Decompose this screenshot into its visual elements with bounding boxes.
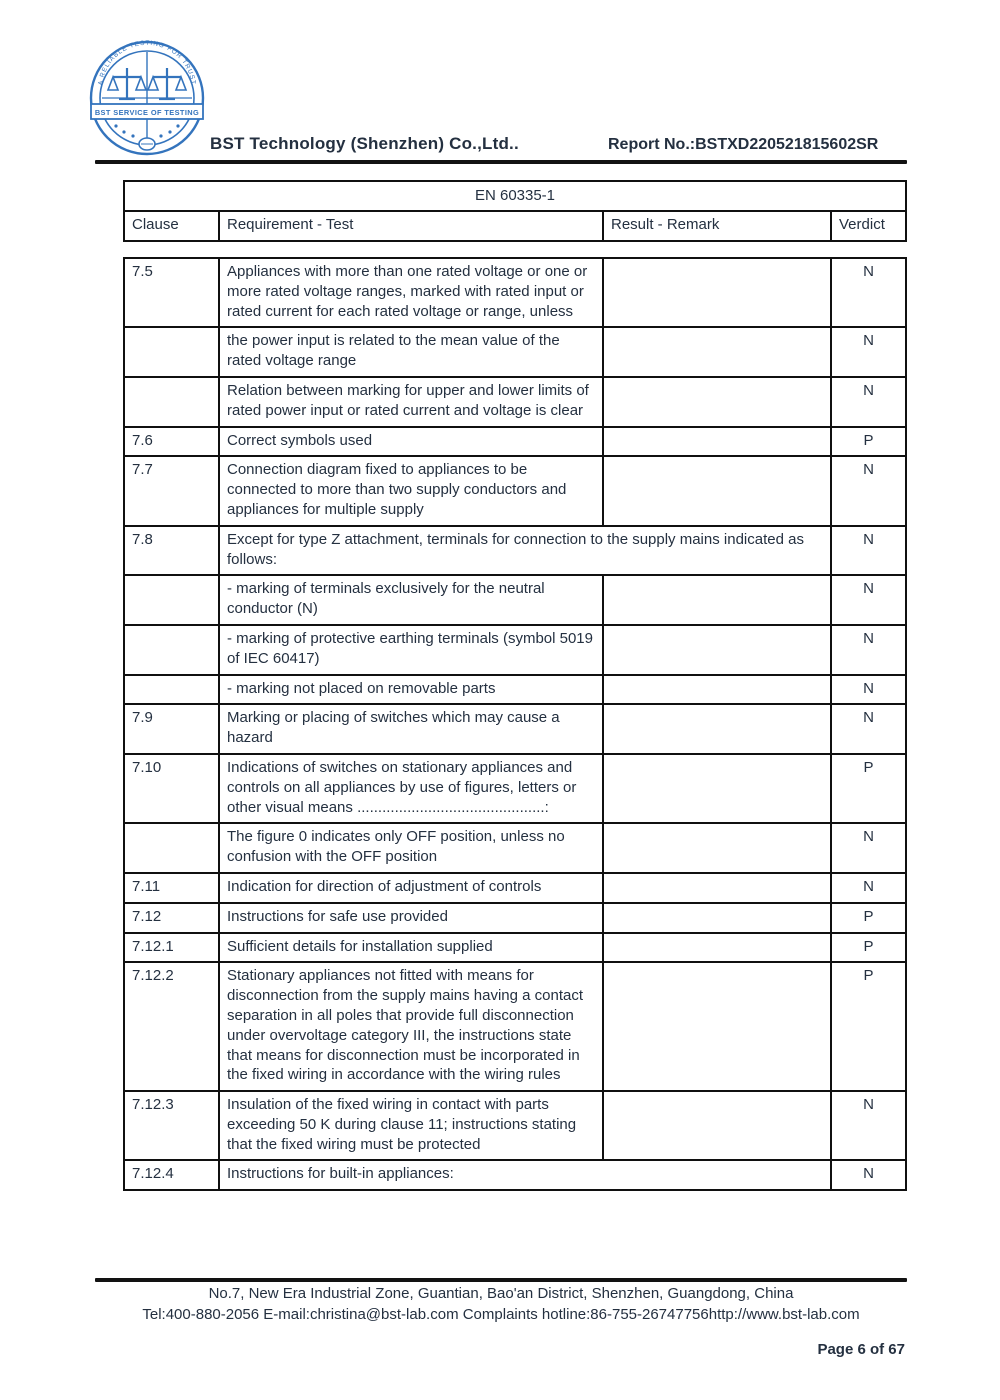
clause-cell: 7.12.2	[124, 962, 219, 1091]
table-row	[124, 258, 906, 327]
requirement-cell: Instructions for safe use provided	[219, 903, 603, 933]
footer-divider	[95, 1278, 907, 1282]
result-cell	[603, 823, 831, 873]
table-row	[124, 1160, 906, 1190]
clause-cell	[124, 823, 219, 873]
result-cell	[603, 1091, 831, 1160]
table-row	[124, 625, 906, 675]
requirement-cell: Marking or placing of switches which may cause a hazard	[219, 704, 603, 754]
clause-cell	[124, 327, 219, 377]
result-cell	[603, 327, 831, 377]
verdict-cell: N	[831, 526, 906, 576]
verdict-cell: N	[831, 456, 906, 525]
svg-text:BST SERVICE OF TESTING: BST SERVICE OF TESTING	[94, 108, 200, 117]
result-cell	[603, 377, 831, 427]
result-cell	[603, 754, 831, 823]
clause-cell	[124, 377, 219, 427]
clause-cell: 7.12	[124, 903, 219, 933]
requirement-cell: - marking of terminals exclusively for the neutral conductor (N)	[219, 575, 603, 625]
clause-cell: 7.7	[124, 456, 219, 525]
table-row	[124, 377, 906, 427]
result-cell	[603, 704, 831, 754]
footer-contact: Tel:400-880-2056 E-mail:christina@bst-lab.com Complaints hotline:86-755-26747756http://www.bst-lab.com	[142, 1306, 860, 1323]
company-logo-icon	[86, 36, 208, 164]
verdict-cell: N	[831, 675, 906, 705]
requirement-cell: Stationary appliances not fitted with means for disconnection from the supply mains having a contact separation in all poles that provide full disconnection under overvoltage category III, the instructions state that means for disconnection must be incorporated in the fixed wiring in accordance with the wiring rules	[219, 962, 603, 1091]
result-cell	[603, 873, 831, 903]
requirement-cell: Relation between marking for upper and lower limits of rated power input or rated current and voltage is clear	[219, 377, 603, 427]
table-header	[123, 180, 907, 242]
verdict-cell: N	[831, 704, 906, 754]
requirement-cell: Appliances with more than one rated voltage or one or more rated voltage ranges, marked with rated input or rated current for each rated voltage or range, unless	[219, 258, 603, 327]
requirements-table	[123, 257, 907, 1191]
verdict-cell: N	[831, 625, 906, 675]
company-name: BST Technology (Shenzhen) Co.,Ltd..	[210, 134, 519, 153]
result-cell	[603, 456, 831, 525]
table-row	[124, 962, 906, 1091]
clause-cell: 7.9	[124, 704, 219, 754]
verdict-cell: N	[831, 873, 906, 903]
clause-cell	[124, 625, 219, 675]
table-row	[124, 704, 906, 754]
table-row	[124, 526, 906, 576]
result-cell	[603, 575, 831, 625]
standard-title-row	[124, 181, 906, 211]
table-row	[124, 823, 906, 873]
table-row	[124, 675, 906, 705]
result-cell	[603, 625, 831, 675]
clause-cell: 7.12.4	[124, 1160, 219, 1190]
verdict-cell: N	[831, 1091, 906, 1160]
verdict-cell: P	[831, 962, 906, 1091]
requirement-cell: Except for type Z attachment, terminals for connection to the supply mains indicated as follows:	[219, 526, 831, 576]
clause-cell	[124, 675, 219, 705]
requirement-cell: - marking of protective earthing terminals (symbol 5019 of IEC 60417)	[219, 625, 603, 675]
requirements-table-body	[124, 258, 906, 1190]
table-row	[124, 427, 906, 457]
table-row	[124, 873, 906, 903]
table-row	[124, 575, 906, 625]
requirement-cell: Sufficient details for installation supplied	[219, 933, 603, 963]
footer-address: No.7, New Era Industrial Zone, Guantian, Bao'an District, Shenzhen, Guangdong, China	[208, 1285, 794, 1302]
header-divider	[95, 160, 907, 164]
col-header-verdict: Verdict	[831, 211, 906, 241]
result-cell	[603, 903, 831, 933]
result-cell	[603, 962, 831, 1091]
table-row	[124, 754, 906, 823]
verdict-cell: N	[831, 823, 906, 873]
verdict-cell: P	[831, 903, 906, 933]
table-row	[124, 933, 906, 963]
result-cell	[603, 427, 831, 457]
requirement-cell: - marking not placed on removable parts	[219, 675, 603, 705]
verdict-cell: P	[831, 754, 906, 823]
report-number: Report No.:BSTXD220521815602SR	[608, 136, 879, 153]
table-row	[124, 327, 906, 377]
verdict-cell: N	[831, 1160, 906, 1190]
verdict-cell: N	[831, 575, 906, 625]
verdict-cell: N	[831, 377, 906, 427]
clause-cell: 7.12.1	[124, 933, 219, 963]
result-cell	[603, 258, 831, 327]
requirement-cell: Instructions for built-in appliances:	[219, 1160, 831, 1190]
col-header-requirement: Requirement - Test	[219, 211, 603, 241]
clause-cell: 7.8	[124, 526, 219, 576]
clause-cell: 7.12.3	[124, 1091, 219, 1160]
requirement-cell: Connection diagram fixed to appliances to be connected to more than two supply conductors and appliances for multiple supply	[219, 456, 603, 525]
clause-cell	[124, 575, 219, 625]
requirement-cell: Indications of switches on stationary appliances and controls on all appliances by use of figures, letters or other visual means .............................................:	[219, 754, 603, 823]
clause-cell: 7.10	[124, 754, 219, 823]
column-header-row	[124, 211, 906, 241]
requirement-cell: the power input is related to the mean value of the rated voltage range	[219, 327, 603, 377]
table-row	[124, 1091, 906, 1160]
logo-banner	[91, 104, 203, 119]
clause-cell: 7.5	[124, 258, 219, 327]
page-number: Page 6 of 67	[817, 1341, 905, 1358]
col-header-clause: Clause	[124, 211, 219, 241]
clause-cell: 7.6	[124, 427, 219, 457]
clause-cell: 7.11	[124, 873, 219, 903]
requirement-cell: Correct symbols used	[219, 427, 603, 457]
requirement-cell: The figure 0 indicates only OFF position, unless no confusion with the OFF position	[219, 823, 603, 873]
col-header-result: Result - Remark	[603, 211, 831, 241]
verdict-cell: N	[831, 327, 906, 377]
result-cell	[603, 933, 831, 963]
verdict-cell: N	[831, 258, 906, 327]
table-row	[124, 903, 906, 933]
logo-arc-text: A RELIABLE TESTING FOR TRUST	[97, 39, 197, 86]
standard-title: EN 60335-1	[124, 181, 906, 211]
verdict-cell: P	[831, 933, 906, 963]
verdict-cell: P	[831, 427, 906, 457]
requirement-cell: Indication for direction of adjustment of controls	[219, 873, 603, 903]
result-cell	[603, 675, 831, 705]
table-row	[124, 456, 906, 525]
requirement-cell: Insulation of the fixed wiring in contact with parts exceeding 50 K during clause 11; instructions stating that the fixed wiring must be protected	[219, 1091, 603, 1160]
